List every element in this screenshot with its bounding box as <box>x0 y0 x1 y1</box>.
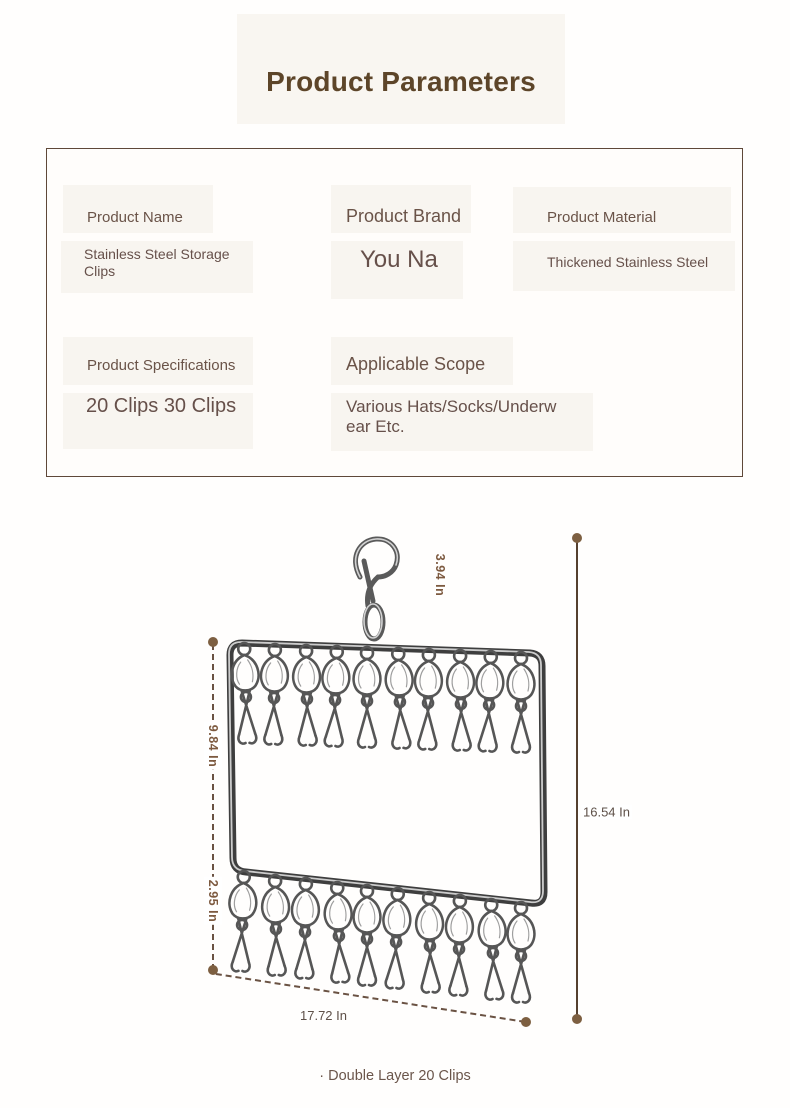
swivel-hook <box>356 539 398 639</box>
dimension-label-upper-height: 9.84 In <box>204 722 222 770</box>
applicable-scope-value: Various Hats/Socks/Underwear Etc. <box>346 397 557 437</box>
dimension-endpoint-dot <box>208 637 218 647</box>
product-material-value: Thickened Stainless Steel <box>547 254 709 270</box>
product-name-value: Stainless Steel Storage Clips <box>84 246 230 279</box>
product-specifications-label: Product Specifications <box>87 357 236 374</box>
product-material-label: Product Material <box>547 209 657 226</box>
dimension-line-total-height <box>576 540 578 1018</box>
page-title: Product Parameters <box>266 66 536 97</box>
dimension-endpoint-dot <box>572 1014 582 1024</box>
top-row-clips <box>231 643 535 753</box>
product-name-label: Product Name <box>87 209 183 226</box>
dimension-label-total-height: 16.54 In <box>583 804 630 820</box>
applicable-scope-label: Applicable Scope <box>346 354 486 374</box>
product-specifications-value: 20 Clips 30 Clips <box>86 395 237 417</box>
dimension-label-hook-height: 3.94 In <box>433 553 447 597</box>
dimension-label-width: 17.72 In <box>300 1008 347 1023</box>
dimension-endpoint-dot <box>208 965 218 975</box>
product-brand-label: Product Brand <box>346 206 462 226</box>
dimension-endpoint-dot <box>521 1017 531 1027</box>
parameters-table <box>46 148 743 477</box>
product-image-hanger-with-clips <box>180 515 600 1045</box>
dimension-label-lower-height: 2.95 In <box>204 877 222 925</box>
product-caption: · Double Layer 20 Clips <box>319 1068 471 1084</box>
dimension-endpoint-dot <box>572 533 582 543</box>
product-brand-value: You Na <box>360 246 438 273</box>
